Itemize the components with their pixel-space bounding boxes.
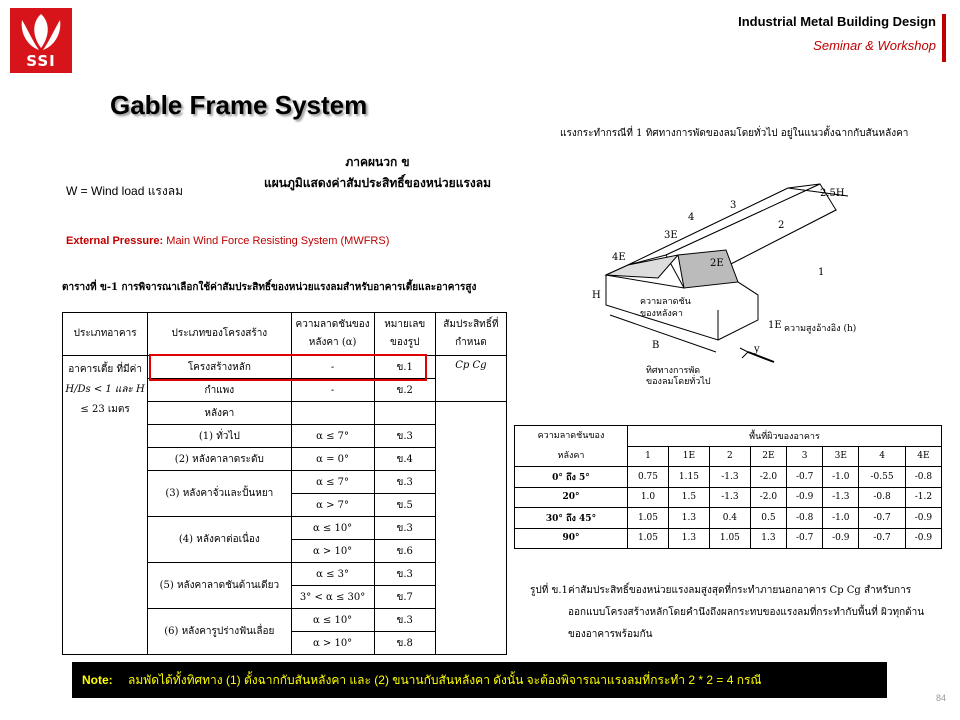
structure-cell: (6) หลังคารูปร่างฟันเลื่อย [148,609,291,655]
diagram-label: 2.5H [820,188,845,199]
main-structure-highlight [149,354,427,381]
structure-cell: (3) หลังคาจั่วและปั้นหยา [148,471,291,517]
diagram-label: y [754,344,760,355]
diagram-label: 1E [768,320,782,331]
ssi-logo [10,8,72,73]
slope-cell: α = 0° [291,448,374,471]
building-type-line: อาคารเตี้ย ที่มีค่า [68,364,142,375]
t2-value-cell: -0.7 [787,528,823,549]
structure-cell: (2) หลังคาลาดระดับ [148,448,291,471]
header-title: Industrial Metal Building Design [738,14,936,29]
slope-cell: α > 10° [291,632,374,655]
table-row [515,528,942,549]
slope-cell: α ≤ 7° [291,471,374,494]
t2-value-cell: 1.05 [628,508,669,529]
t2-value-cell: 1.5 [668,487,709,508]
figure-number: รูปที่ ข.1 [530,585,568,596]
diagram-label: 4E [612,252,626,263]
figure-cell [374,402,435,425]
figure-caption-line: ออกแบบโครงสร้างหลักโดยคำนึงถึงผลกระทบของแรงลมที่กระทำกับพื้นที่ ผิวทุกด้าน [568,607,925,618]
t1-header: สัมประสิทธิ์ที่กำหนด [435,313,506,356]
figure-cell: ข.3 [374,425,435,448]
empty-cell [435,402,506,655]
t2-value-cell: 0.75 [628,467,669,488]
slope-cell: - [291,379,374,402]
diagram-label: 3 [730,200,737,211]
t2-value-cell: -0.55 [859,467,905,488]
diagram-label: ความสูงอ้างอิง (h) [784,324,857,334]
diagram-label: ของหลังคา [640,309,683,319]
t1-header: ประเภทของโครงสร้าง [148,313,291,356]
t2-value-cell: -0.8 [859,487,905,508]
t2-slope-header [515,426,628,467]
gable-building-diagram [588,170,888,387]
diagram-label: ทิศทางการพัด [646,366,701,376]
t2-value-cell: -0.9 [905,528,941,549]
external-pressure-label [66,235,389,247]
logo-text: SSI [26,52,56,70]
building-type-cell [63,356,148,655]
coefficient-values-table [514,425,942,549]
slope-cell: α ≤ 10° [291,517,374,540]
t2-value-cell: -1.3 [709,487,750,508]
slope-cell: - [291,356,374,379]
t2-slope-cell: 20° [515,487,628,508]
t2-value-cell: 1.0 [628,487,669,508]
slope-cell: α ≤ 7° [291,425,374,448]
building-type-line: H/Ds < 1 และ H [65,384,145,395]
diagram-label: H [592,290,601,301]
tulip-icon [10,8,72,56]
t2-value-cell: -0.8 [905,467,941,488]
t2-slope-cell: 90° [515,528,628,549]
appendix-heading [245,152,510,194]
structure-cell: กำแพง [148,379,291,402]
structure-cell: (5) หลังคาลาดชันด้านเดียว [148,563,291,609]
diagram-label: 3E [664,230,678,241]
figure-cell: ข.3 [374,563,435,586]
header-accent-bar [942,14,946,62]
coefficient-cell: Cp Cg [435,356,506,402]
diagram-label: 1 [818,267,825,278]
figure-cell: ข.7 [374,586,435,609]
header-subtitle: Seminar & Workshop [813,38,936,53]
structure-cell: หลังคา [148,402,291,425]
note-label: Note: [82,673,113,687]
page-number: 84 [935,693,946,703]
figure-caption-line: ของอาคารพร้อมกัน [568,629,653,640]
t2-column-header: 4E [905,446,941,467]
t1-header: หมายเลขของรูป [374,313,435,356]
diagram-label: B [652,340,660,351]
t2-value-cell: -1.0 [823,467,859,488]
figure-cell: ข.3 [374,517,435,540]
t2-column-header: 4 [859,446,905,467]
external-pressure-key: External Pressure: [66,235,164,247]
figure-cell: ข.3 [374,609,435,632]
t2-value-cell: -1.3 [823,487,859,508]
t2-value-cell: 1.3 [668,528,709,549]
figure-caption [530,580,940,646]
diagram-label: 2E [710,258,724,269]
t1-header: ความลาดชันของหลังคา (α) [291,313,374,356]
figure-cell: ข.5 [374,494,435,517]
t2-column-header: 3 [787,446,823,467]
t2-value-cell: -1.3 [709,467,750,488]
t2-value-cell: 0.5 [750,508,786,529]
t2-value-cell: 1.05 [709,528,750,549]
note-banner [72,662,887,698]
t2-value-cell: 1.3 [750,528,786,549]
slope-cell: α ≤ 10° [291,609,374,632]
slope-cell: α > 7° [291,494,374,517]
slope-cell: α ≤ 3° [291,563,374,586]
t2-value-cell: 1.15 [668,467,709,488]
figure-cell: ข.8 [374,632,435,655]
t2-value-cell: -0.7 [787,467,823,488]
figure-cell: ข.2 [374,379,435,402]
t2-value-cell: -2.0 [750,487,786,508]
t2-value-cell: -0.7 [859,528,905,549]
t2-value-cell: -1.2 [905,487,941,508]
figure-cell: ข.3 [374,471,435,494]
building-type-line: ≤ 23 เมตร [80,404,130,415]
t2-column-header: 1 [628,446,669,467]
t2-value-cell: -0.9 [787,487,823,508]
t2-slope-header-line: หลังคา [557,451,585,461]
structure-cell: โครงสร้างหลัก [148,356,291,379]
structure-cell: (4) หลังคาต่อเนื่อง [148,517,291,563]
t2-column-header: 1E [668,446,709,467]
t2-slope-header-line: ความลาดชันของ [537,431,605,441]
figure-cell: ข.4 [374,448,435,471]
table-row [515,467,942,488]
t2-column-header: 2E [750,446,786,467]
table-row [515,487,942,508]
t2-slope-cell: 0° ถึง 5° [515,467,628,488]
diagram-label: ความลาดชัน [640,297,691,307]
slope-cell: 3° < α ≤ 30° [291,586,374,609]
diagram-label: 2 [778,220,785,231]
diagram-label: 4 [688,212,695,223]
t2-group-header: พื้นที่ผิวของอาคาร [628,426,942,447]
t2-value-cell: 1.05 [628,528,669,549]
figure-cell: ข.1 [374,356,435,379]
appendix-subtitle: แผนภูมิแสดงค่าสัมประสิทธิ์ของหน่วยแรงลม [263,176,492,190]
slope-cell [291,402,374,425]
t2-column-header: 3E [823,446,859,467]
t2-value-cell: 1.3 [668,508,709,529]
page-title: Gable Frame System [110,90,368,120]
diagram-caption: แรงกระทำกรณีที่ 1 ทิศทางการพัดของลมโดยทั่วไป อยู่ในแนวตั้งฉากกับสันหลังคา [560,128,909,139]
slope-cell: α > 10° [291,540,374,563]
t2-slope-cell: 30° ถึง 45° [515,508,628,529]
t2-column-header: 2 [709,446,750,467]
t2-value-cell: -0.8 [787,508,823,529]
t2-value-cell: -2.0 [750,467,786,488]
appendix-title: ภาคผนวก ข [345,155,410,169]
external-pressure-value: Main Wind Force Resisting System (MWFRS) [166,235,390,247]
structure-cell: (1) ทั่วไป [148,425,291,448]
figure-cell: ข.6 [374,540,435,563]
figure-caption-line: ค่าสัมประสิทธิ์ของหน่วยแรงลมสูงสุดที่กระทำภายนอกอาคาร Cp Cg สำหรับการ [568,585,912,596]
table-row [515,508,942,529]
t2-value-cell: 0.4 [709,508,750,529]
t2-value-cell: -1.0 [823,508,859,529]
t2-value-cell: -0.7 [859,508,905,529]
table1-caption: ตารางที่ ข-1 การพิจารณาเลือกใช้ค่าสัมประสิทธิ์ของหน่วยแรงลมสำหรับอาคารเตี้ยและอาคารสูง [62,282,477,293]
diagram-label: ของลมโดยทั่วไป [646,377,711,387]
t2-value-cell: -0.9 [905,508,941,529]
t2-value-cell: -0.9 [823,528,859,549]
t1-header: ประเภทอาคาร [63,313,148,356]
wind-load-label: W = Wind load แรงลม [66,184,183,198]
note-text: ลมพัดได้ทั้งทิศทาง (1) ตั้งฉากกับสันหลังคา และ (2) ขนานกับสันหลังคา ดังนั้น จะต้องพิจารณาแรงลมที่กระทำ 2 * 2 = 4 กรณี [128,673,762,687]
